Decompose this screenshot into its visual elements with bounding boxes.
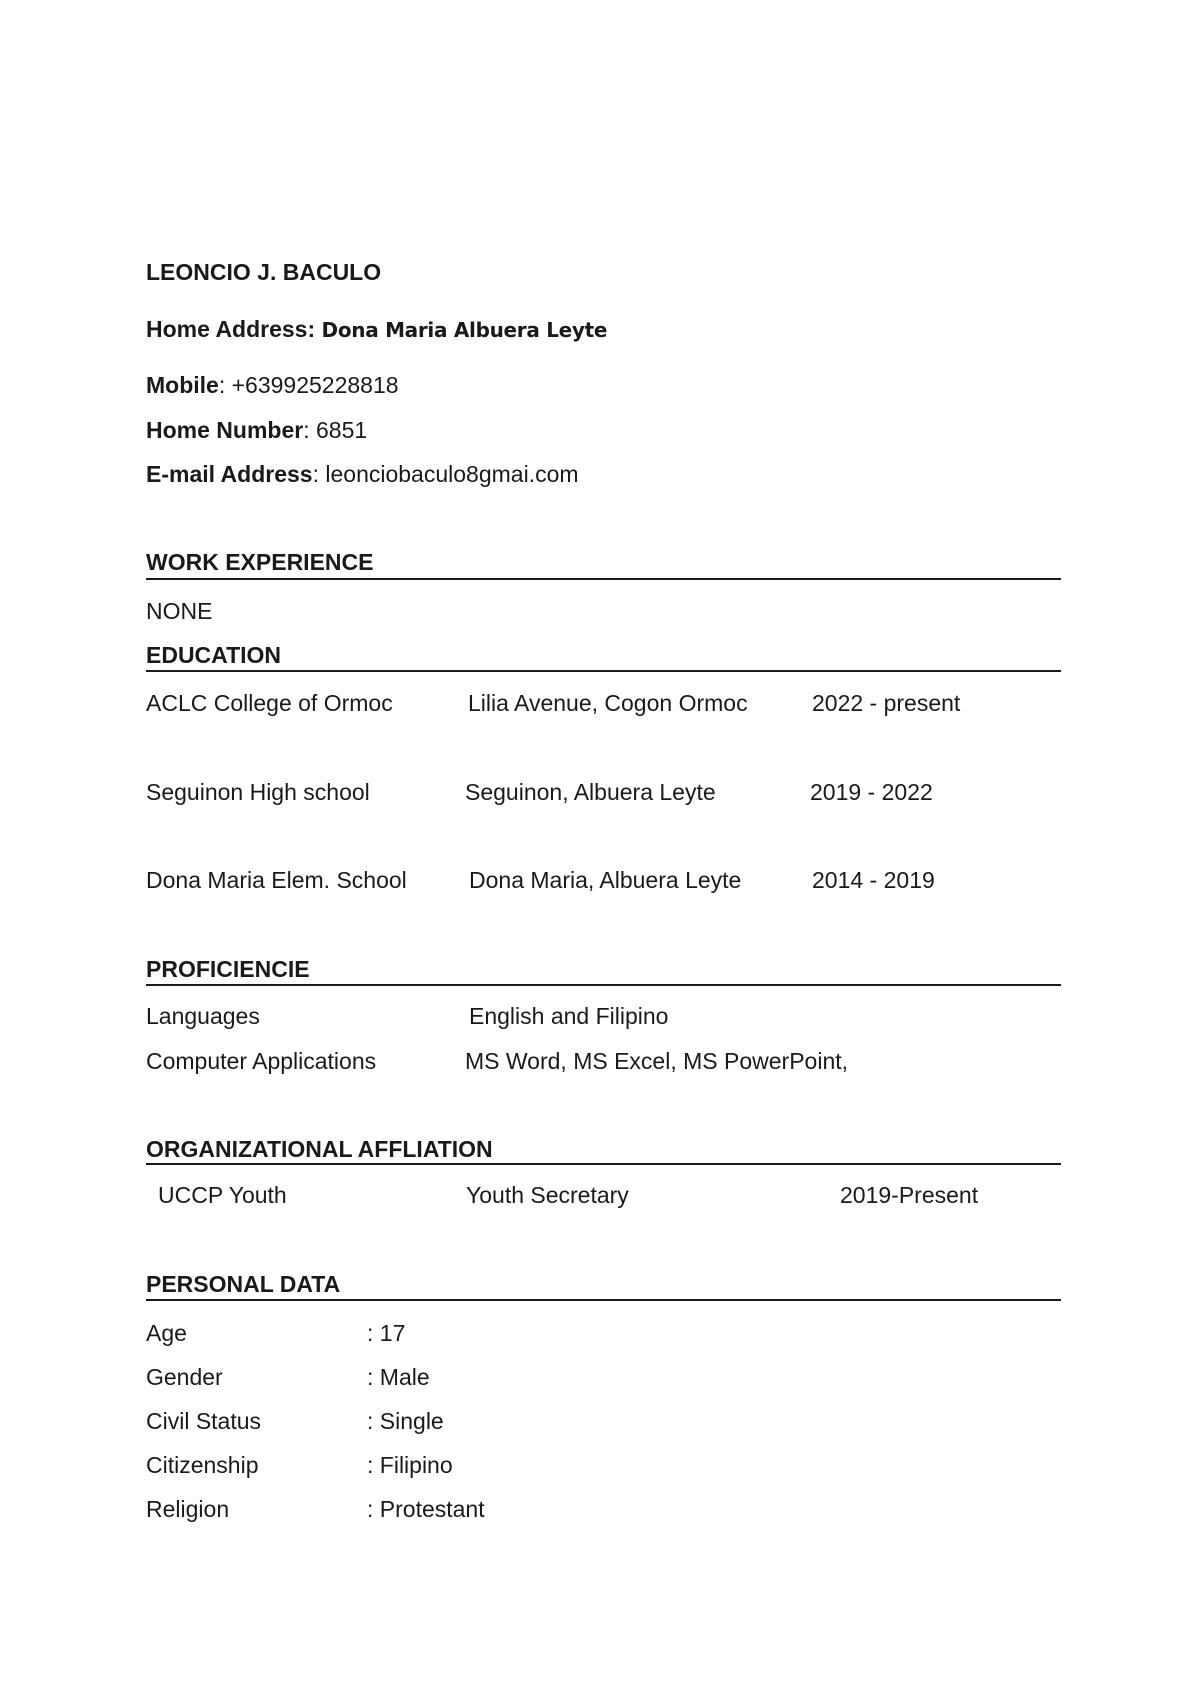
home-address-line <box>146 318 607 341</box>
personal-value: : Protestant <box>367 1496 485 1522</box>
organization-position: Youth Secretary <box>466 1182 629 1208</box>
organization-title: ORGANIZATIONAL AFFLIATION <box>146 1136 493 1162</box>
education-years: 2019 - 2022 <box>810 779 933 805</box>
education-location: Seguinon, Albuera Leyte <box>465 779 716 805</box>
education-years: 2022 - present <box>812 690 961 716</box>
personal-value: : Single <box>367 1408 444 1434</box>
education-location: Dona Maria, Albuera Leyte <box>469 867 742 893</box>
applicant-name: LEONCIO J. BACULO <box>146 259 382 285</box>
organization-divider <box>146 1163 1061 1165</box>
education-school: Seguinon High school <box>146 779 370 805</box>
organization-years: 2019-Present <box>840 1182 979 1208</box>
personal-data-title: PERSONAL DATA <box>146 1271 341 1297</box>
proficiency-label: Computer Applications <box>146 1048 377 1074</box>
personal-label: Religion <box>146 1496 230 1522</box>
email-label: E-mail Address <box>146 461 313 487</box>
email-value: : leonciobaculo8gmai.com <box>312 461 579 487</box>
personal-value: : Male <box>367 1364 430 1390</box>
proficiency-value: MS Word, MS Excel, MS PowerPoint, <box>465 1048 849 1074</box>
mobile-value: : +639925228818 <box>218 372 399 398</box>
education-school: Dona Maria Elem. School <box>146 867 407 893</box>
education-divider <box>146 670 1061 672</box>
personal-label: Age <box>146 1320 187 1346</box>
proficiency-divider <box>146 984 1061 986</box>
proficiency-value: English and Filipino <box>469 1003 669 1029</box>
email-line <box>146 463 579 486</box>
proficiency-label: Languages <box>146 1003 260 1029</box>
personal-label: Citizenship <box>146 1452 259 1478</box>
education-years: 2014 - 2019 <box>812 867 935 893</box>
proficiency-title: PROFICIENCIE <box>146 956 310 982</box>
personal-label: Civil Status <box>146 1408 262 1434</box>
home-address-label: Home Address: <box>146 316 316 342</box>
home-number-line <box>146 419 367 442</box>
personal-value: : Filipino <box>367 1452 453 1478</box>
education-title: EDUCATION <box>146 642 282 668</box>
education-school: ACLC College of Ormoc <box>146 690 393 716</box>
mobile-line <box>146 374 399 397</box>
home-number-label: Home Number <box>146 417 304 443</box>
organization-name: UCCP Youth <box>158 1182 287 1208</box>
mobile-label: Mobile <box>146 372 219 398</box>
work-experience-divider <box>146 578 1061 580</box>
home-address-value: Dona Maria Albuera Leyte <box>321 318 608 342</box>
personal-label: Gender <box>146 1364 223 1390</box>
home-number-value: : 6851 <box>303 417 368 443</box>
education-location: Lilia Avenue, Cogon Ormoc <box>468 690 748 716</box>
personal-value: : 17 <box>367 1320 406 1346</box>
work-experience-entry: NONE <box>146 598 213 624</box>
work-experience-title: WORK EXPERIENCE <box>146 549 374 575</box>
personal-data-divider <box>146 1299 1061 1301</box>
